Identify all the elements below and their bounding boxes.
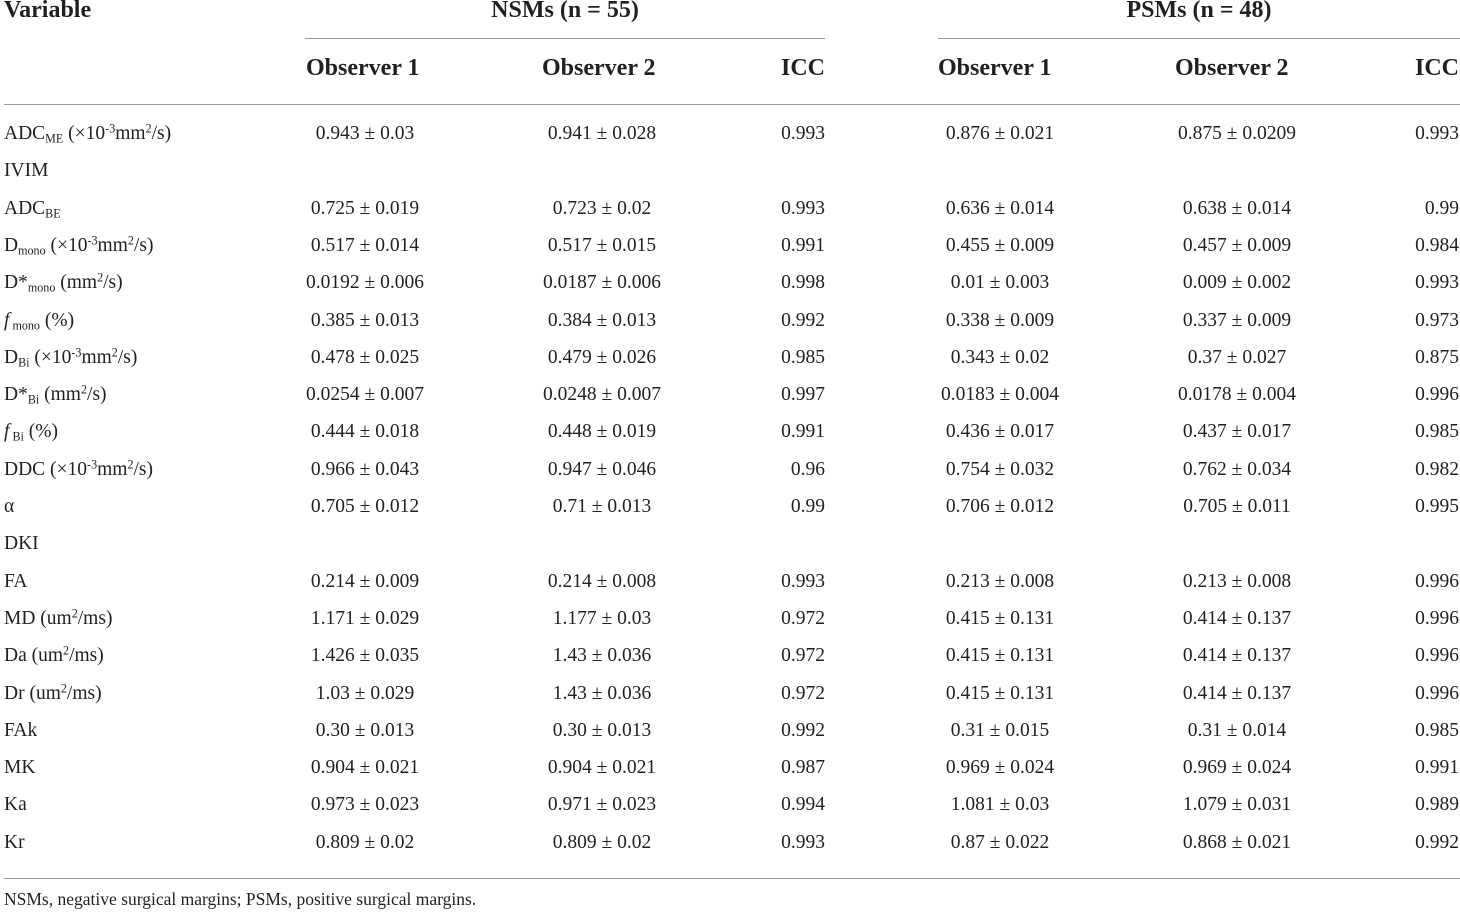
cell-nsms-observer1: 0.0254 ± 0.007 [306, 384, 424, 406]
cell-nsms-icc: 0.991 [781, 234, 825, 256]
row-label: $ADC_{ME}$ $(\times 10^{-3}mm^2/s)$ [4, 121, 172, 146]
cell-psms-observer2: 0.457 ± 0.009 [1182, 234, 1292, 256]
cell-nsms-icc: 0.985 [781, 346, 825, 368]
header-psms-icc: ICC [1414, 55, 1459, 81]
cell-nsms-observer2: 1.177 ± 0.03 [552, 607, 652, 629]
cell-nsms-icc: 0.991 [781, 421, 825, 443]
cell-nsms-observer2: 0.723 ± 0.02 [552, 197, 652, 219]
cell-psms-observer1: 0.876 ± 0.021 [945, 123, 1055, 144]
table-footnote: NSMs, negative surgical margins; PSMs, positive surgical margins. [4, 889, 477, 909]
cell-psms-observer1: 0.436 ± 0.017 [945, 421, 1055, 443]
cell-psms-icc: 0.985 [1415, 719, 1459, 741]
cell-nsms-observer1: 0.809 ± 0.02 [315, 831, 415, 853]
cell-psms-observer2: 0.414 ± 0.137 [1182, 645, 1292, 667]
cell-psms-observer1: 0.338 ± 0.009 [945, 309, 1055, 331]
cell-psms-observer1: 0.343 ± 0.02 [950, 346, 1050, 368]
cell-psms-icc: 0.996 [1415, 570, 1459, 592]
cell-psms-observer1: 0.0183 ± 0.004 [941, 384, 1059, 406]
cell-psms-observer1: 0.01 ± 0.003 [950, 272, 1050, 294]
row-label: MK [4, 757, 36, 779]
cell-nsms-icc: 0.972 [781, 607, 825, 629]
row-label: FAk [4, 719, 38, 741]
cell-psms-observer2: 0.37 ± 0.027 [1187, 346, 1287, 368]
cell-psms-observer2: 0.638 ± 0.014 [1182, 197, 1292, 219]
cell-nsms-observer1: 0.904 ± 0.021 [310, 757, 420, 779]
cell-nsms-observer2: 0.0187 ± 0.006 [543, 272, 661, 294]
row-label: Ka [4, 794, 27, 816]
header-rule [4, 104, 1460, 105]
cell-nsms-icc: 0.993 [781, 197, 825, 219]
cell-psms-icc: 0.99 [1424, 197, 1459, 219]
row-label: $D_{mono}$ $(\times 10^{-3}mm^2/s)$ [4, 233, 154, 258]
row-label: DDC $(\times 10^{-3}mm^2/s)$ [4, 457, 153, 480]
header-nsms-icc: ICC [780, 55, 825, 81]
cell-nsms-observer2: 0.214 ± 0.008 [547, 570, 657, 592]
row-label: Kr [4, 831, 25, 853]
row-label: $D_{Bi}$ $(\times 10^{-3}mm^2/s)$ [4, 345, 138, 370]
cell-psms-observer1: 1.081 ± 0.03 [950, 794, 1050, 816]
cell-nsms-observer1: 0.517 ± 0.014 [310, 234, 420, 256]
cell-psms-observer1: 0.415 ± 0.131 [945, 645, 1055, 667]
row-label: $ADC_{BE}$ [4, 197, 61, 221]
cell-psms-observer2: 0.969 ± 0.024 [1182, 757, 1292, 779]
cell-nsms-observer1: 0.478 ± 0.025 [310, 346, 420, 368]
row-label: f $_{Bi}$ (%) [4, 421, 58, 445]
group-rule-nsms [305, 38, 825, 39]
cell-psms-icc: 0.985 [1415, 421, 1459, 443]
cell-nsms-observer1: 0.966 ± 0.043 [310, 458, 420, 480]
cell-psms-observer2: 0.337 ± 0.009 [1182, 309, 1292, 331]
cell-nsms-observer2: 0.904 ± 0.021 [547, 757, 657, 779]
cell-nsms-icc: 0.997 [781, 384, 825, 406]
cell-psms-icc: 0.992 [1415, 831, 1459, 853]
cell-nsms-observer2: 0.947 ± 0.046 [547, 458, 657, 480]
cell-psms-icc: 0.982 [1415, 458, 1459, 480]
cell-nsms-observer2: 0.941 ± 0.028 [547, 123, 657, 144]
header-variable: Variable [4, 0, 92, 23]
group-rule-psms [938, 38, 1460, 39]
cell-psms-icc: 0.996 [1415, 607, 1459, 629]
cell-psms-observer2: 0.414 ± 0.137 [1182, 682, 1292, 704]
cell-nsms-icc: 0.992 [781, 719, 825, 741]
cell-nsms-observer1: 0.725 ± 0.019 [310, 197, 420, 219]
cell-psms-observer1: 0.415 ± 0.131 [945, 607, 1055, 629]
cell-nsms-observer1: 0.943 ± 0.03 [315, 123, 415, 144]
cell-nsms-observer1: 0.705 ± 0.012 [310, 496, 420, 517]
cell-psms-observer1: 0.415 ± 0.131 [945, 682, 1055, 704]
cell-psms-observer1: 0.754 ± 0.032 [945, 458, 1055, 480]
header-psms-observer2: Observer 2 [1175, 55, 1289, 81]
header-group-psms: PSMs (n = 48) [1126, 0, 1272, 23]
cell-psms-icc: 0.973 [1415, 309, 1459, 331]
cell-nsms-observer2: 0.971 ± 0.023 [547, 794, 657, 816]
cell-psms-observer2: 0.705 ± 0.011 [1183, 496, 1291, 517]
cell-psms-observer1: 0.31 ± 0.015 [950, 719, 1050, 741]
row-label: Dr $(um^2/ms)$ [4, 680, 102, 704]
cell-psms-observer2: 1.079 ± 0.031 [1182, 794, 1292, 816]
cell-psms-observer1: 0.455 ± 0.009 [945, 234, 1055, 256]
cell-psms-icc: 0.996 [1415, 384, 1459, 406]
cell-nsms-icc: 0.993 [781, 123, 825, 144]
cell-nsms-observer1: 1.426 ± 0.035 [310, 645, 420, 667]
section-label: DKI [4, 533, 39, 555]
cell-psms-icc: 0.996 [1415, 645, 1459, 667]
cell-nsms-icc: 0.972 [781, 682, 825, 704]
row-label: FA [4, 570, 28, 592]
cell-nsms-icc: 0.987 [781, 757, 825, 779]
cell-psms-observer2: 0.414 ± 0.137 [1182, 607, 1292, 629]
cell-psms-icc: 0.993 [1415, 272, 1459, 294]
cell-psms-observer2: 0.437 ± 0.017 [1182, 421, 1292, 443]
cell-nsms-observer1: 0.444 ± 0.018 [310, 421, 420, 443]
cell-nsms-icc: 0.96 [790, 458, 825, 480]
cell-nsms-icc: 0.998 [781, 272, 825, 294]
cell-nsms-observer1: 0.0192 ± 0.006 [306, 272, 424, 294]
cell-psms-observer2: 0.868 ± 0.021 [1182, 831, 1292, 853]
cell-nsms-observer2: 0.71 ± 0.013 [552, 496, 652, 517]
cell-psms-icc: 0.989 [1415, 794, 1459, 816]
cell-nsms-icc: 0.99 [790, 496, 825, 517]
header-psms-observer1: Observer 1 [938, 55, 1052, 81]
cell-nsms-observer1: 0.30 ± 0.013 [315, 719, 415, 741]
cell-psms-icc: 0.875 [1415, 346, 1459, 368]
cell-nsms-observer1: 0.385 ± 0.013 [310, 309, 420, 331]
cell-nsms-observer1: 0.973 ± 0.023 [310, 794, 420, 816]
cell-nsms-observer2: 0.448 ± 0.019 [547, 421, 657, 443]
cell-nsms-observer2: 0.30 ± 0.013 [552, 719, 652, 741]
cell-psms-icc: 0.984 [1415, 234, 1459, 256]
cell-psms-observer2: 0.213 ± 0.008 [1182, 570, 1292, 592]
row-label: Da $(um^2/ms)$ [4, 643, 104, 667]
cell-nsms-observer2: 1.43 ± 0.036 [552, 682, 652, 704]
cell-nsms-observer2: 0.809 ± 0.02 [552, 831, 652, 853]
cell-psms-observer1: 0.213 ± 0.008 [945, 570, 1055, 592]
row-label: α [4, 496, 15, 517]
cell-nsms-observer1: 0.214 ± 0.009 [310, 570, 420, 592]
cell-nsms-icc: 0.992 [781, 309, 825, 331]
cell-nsms-icc: 0.993 [781, 570, 825, 592]
cell-psms-icc: 0.991 [1415, 757, 1459, 779]
cell-psms-icc: 0.995 [1415, 496, 1459, 517]
cell-nsms-observer2: 1.43 ± 0.036 [552, 645, 652, 667]
cell-nsms-observer2: 0.384 ± 0.013 [547, 309, 657, 331]
cell-psms-observer1: 0.969 ± 0.024 [945, 757, 1055, 779]
row-label: $D*_{mono}$ $(mm^2/s)$ [4, 270, 123, 295]
cell-nsms-icc: 0.972 [781, 645, 825, 667]
bottom-rule [4, 878, 1460, 879]
header-nsms-observer2: Observer 2 [542, 55, 656, 81]
header-nsms-observer1: Observer 1 [306, 55, 420, 81]
cell-nsms-icc: 0.993 [781, 831, 825, 853]
cell-nsms-observer2: 0.479 ± 0.026 [547, 346, 657, 368]
header-group-nsms: NSMs (n = 55) [491, 0, 639, 23]
cell-psms-observer1: 0.636 ± 0.014 [945, 197, 1055, 219]
cell-nsms-observer1: 1.171 ± 0.029 [310, 607, 420, 629]
cell-nsms-icc: 0.994 [781, 794, 825, 816]
cell-psms-icc: 0.996 [1415, 682, 1459, 704]
row-label: f $_{mono}$ (%) [4, 309, 75, 333]
cell-psms-observer2: 0.009 ± 0.002 [1182, 272, 1292, 294]
cell-nsms-observer2: 0.517 ± 0.015 [547, 234, 657, 256]
cell-nsms-observer1: 1.03 ± 0.029 [315, 682, 415, 704]
row-label: MD $(um^2/ms)$ [4, 606, 113, 629]
cell-psms-observer2: 0.31 ± 0.014 [1187, 719, 1287, 741]
cell-psms-observer2: 0.762 ± 0.034 [1182, 458, 1292, 480]
cell-psms-icc: 0.993 [1415, 123, 1459, 144]
cell-psms-observer2: 0.875 ± 0.0209 [1178, 123, 1296, 144]
section-label: IVIM [4, 160, 49, 182]
cell-psms-observer1: 0.706 ± 0.012 [945, 496, 1055, 517]
row-label: $D*_{Bi}$ $(mm^2/s)$ [4, 382, 107, 407]
cell-psms-observer2: 0.0178 ± 0.004 [1178, 384, 1296, 406]
cell-psms-observer1: 0.87 ± 0.022 [950, 831, 1050, 853]
cell-nsms-observer2: 0.0248 ± 0.007 [543, 384, 661, 406]
